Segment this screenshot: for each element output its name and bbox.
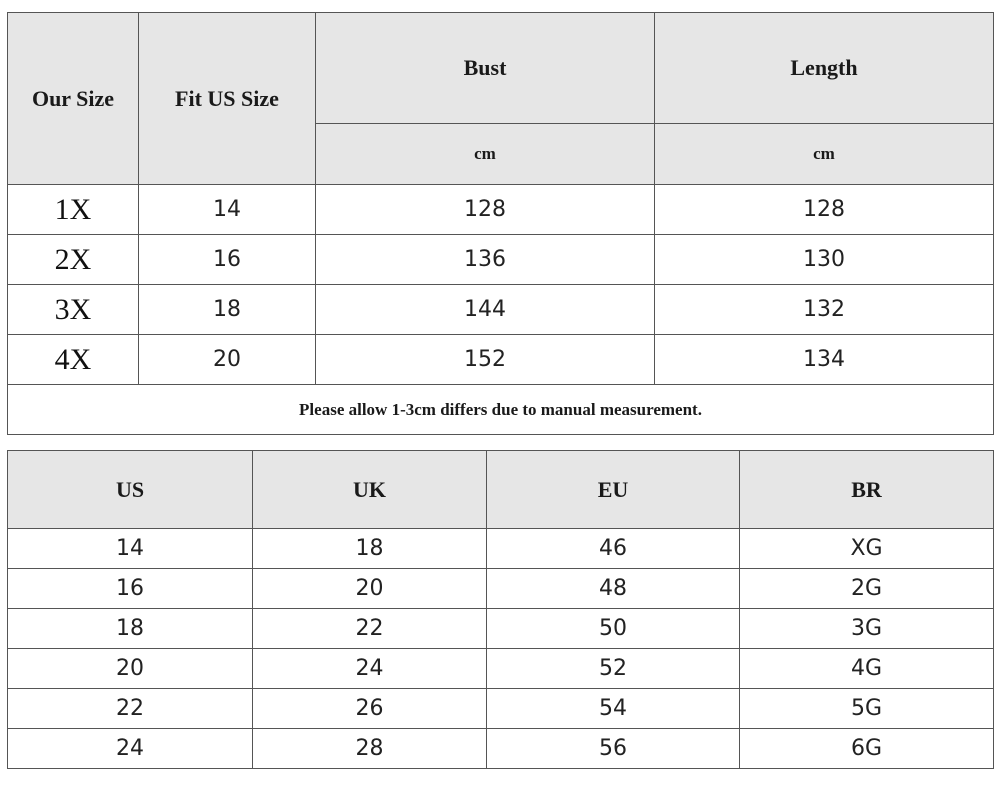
cell-br: 6G xyxy=(740,729,994,769)
header-br: BR xyxy=(740,451,994,529)
cell-length: 134 xyxy=(655,335,994,385)
table-row xyxy=(8,235,994,285)
cell-fit-us-size: 20 xyxy=(139,335,316,385)
cell-length: 130 xyxy=(655,235,994,285)
cell-our-size: 1X xyxy=(8,185,139,235)
header-eu: EU xyxy=(487,451,740,529)
cell-eu: 50 xyxy=(487,609,740,649)
size-conversion-table xyxy=(7,450,994,769)
cell-uk: 22 xyxy=(253,609,487,649)
header-uk: UK xyxy=(253,451,487,529)
header-us: US xyxy=(8,451,253,529)
cell-fit-us-size: 18 xyxy=(139,285,316,335)
cell-fit-us-size: 16 xyxy=(139,235,316,285)
header-our-size: Our Size xyxy=(8,13,139,185)
table-row xyxy=(8,649,994,689)
cell-us: 20 xyxy=(8,649,253,689)
cell-us: 24 xyxy=(8,729,253,769)
cell-uk: 24 xyxy=(253,649,487,689)
cell-our-size: 4X xyxy=(8,335,139,385)
cell-eu: 48 xyxy=(487,569,740,609)
cell-fit-us-size: 14 xyxy=(139,185,316,235)
table-row xyxy=(8,689,994,729)
cell-uk: 26 xyxy=(253,689,487,729)
size-chart-table xyxy=(7,12,994,435)
cell-us: 16 xyxy=(8,569,253,609)
cell-uk: 28 xyxy=(253,729,487,769)
table-row xyxy=(8,569,994,609)
cell-us: 22 xyxy=(8,689,253,729)
cell-br: XG xyxy=(740,529,994,569)
cell-bust: 144 xyxy=(316,285,655,335)
header-length-unit: cm xyxy=(655,124,994,185)
cell-bust: 136 xyxy=(316,235,655,285)
table-row xyxy=(8,529,994,569)
cell-uk: 20 xyxy=(253,569,487,609)
cell-bust: 152 xyxy=(316,335,655,385)
cell-us: 18 xyxy=(8,609,253,649)
cell-our-size: 3X xyxy=(8,285,139,335)
table-row xyxy=(8,285,994,335)
cell-br: 3G xyxy=(740,609,994,649)
table-row xyxy=(8,609,994,649)
cell-eu: 46 xyxy=(487,529,740,569)
header-bust-unit: cm xyxy=(316,124,655,185)
header-fit-us-size: Fit US Size xyxy=(139,13,316,185)
cell-bust: 128 xyxy=(316,185,655,235)
cell-eu: 52 xyxy=(487,649,740,689)
table-row xyxy=(8,335,994,385)
cell-length: 128 xyxy=(655,185,994,235)
cell-length: 132 xyxy=(655,285,994,335)
cell-our-size: 2X xyxy=(8,235,139,285)
header-bust: Bust xyxy=(316,13,655,124)
table-row xyxy=(8,185,994,235)
cell-eu: 56 xyxy=(487,729,740,769)
cell-eu: 54 xyxy=(487,689,740,729)
cell-uk: 18 xyxy=(253,529,487,569)
cell-br: 2G xyxy=(740,569,994,609)
measurement-note: Please allow 1-3cm differs due to manual measurement. xyxy=(8,385,994,435)
header-length: Length xyxy=(655,13,994,124)
cell-br: 5G xyxy=(740,689,994,729)
table-row xyxy=(8,729,994,769)
cell-br: 4G xyxy=(740,649,994,689)
cell-us: 14 xyxy=(8,529,253,569)
